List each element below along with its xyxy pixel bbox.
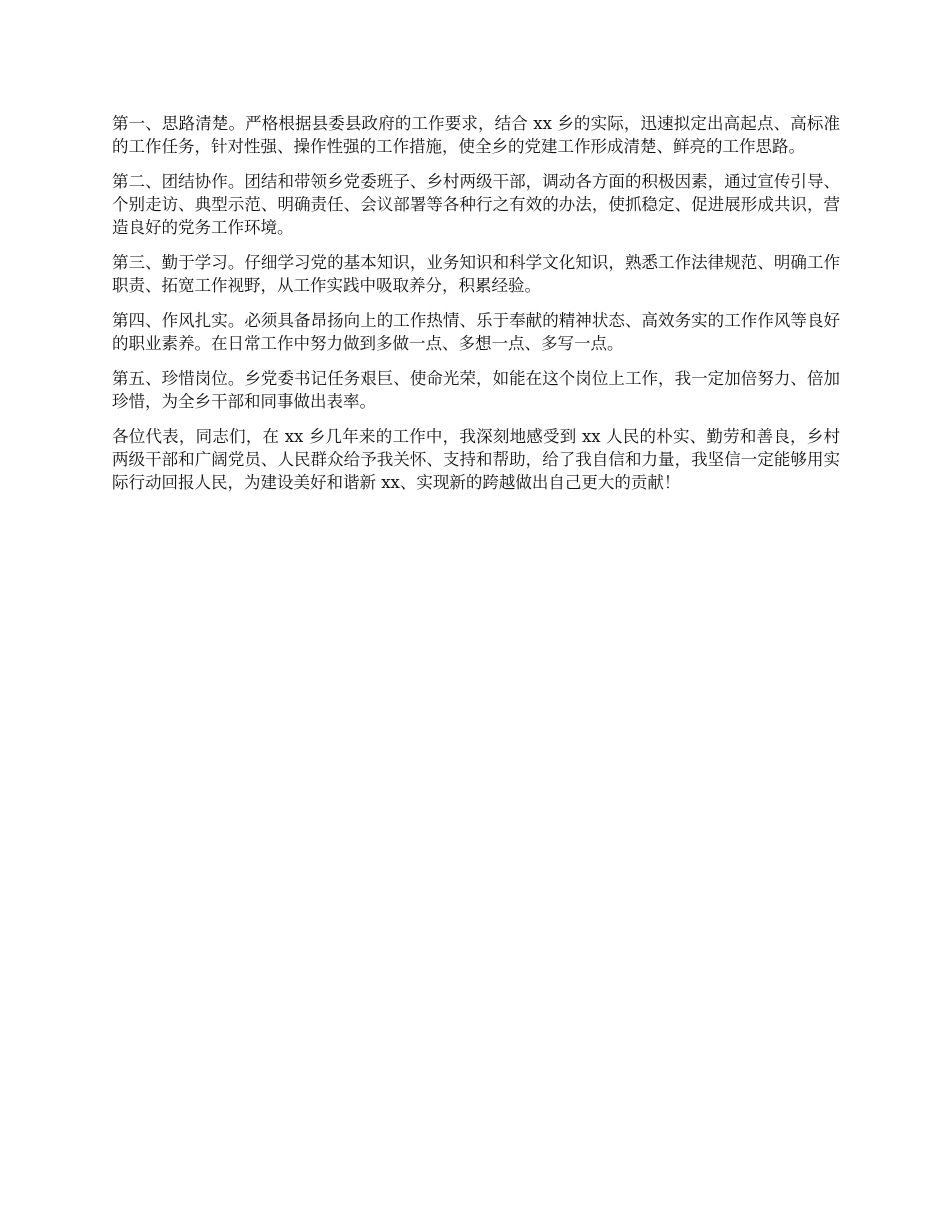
paragraph-5: 第五、珍惜岗位。乡党委书记任务艰巨、使命光荣，如能在这个岗位上工作，我一定加倍努力、倍加珍惜，为全乡干部和同事做出表率。	[112, 369, 840, 411]
paragraph-2: 第二、团结协作。团结和带领乡党委班子、乡村两级干部，调动各方面的积极因素，通过宣传引导、个别走访、典型示范、明确责任、会议部署等各种行之有效的办法，使抓稳定、促进展形成共识，营造良好的党务工作环境。	[112, 172, 840, 237]
paragraph-4: 第四、作风扎实。必须具备昂扬向上的工作热情、乐于奉献的精神状态、高效务实的工作作风等良好的职业素养。在日常工作中努力做到多做一点、多想一点、多写一点。	[112, 311, 840, 353]
paragraph-6: 各位代表，同志们，在 xx 乡几年来的工作中，我深刻地感受到 xx 人民的朴实、勤劳和善良，乡村两级干部和广阔党员、人民群众给予我关怀、支持和帮助，给了我自信和力量，我坚信一定能够用实际行动回报人民，为建设美好和谐新 xx、实现新的跨越做出自己更大的贡献！	[112, 427, 840, 492]
paragraph-1: 第一、思路清楚。严格根据县委县政府的工作要求，结合 xx 乡的实际，迅速拟定出高起点、高标准的工作任务，针对性强、操作性强的工作措施，使全乡的党建工作形成清楚、鲜亮的工作思路。	[112, 114, 840, 156]
paragraph-3: 第三、勤于学习。仔细学习党的基本知识，业务知识和科学文化知识，熟悉工作法律规范、明确工作职责、拓宽工作视野，从工作实践中吸取养分，积累经验。	[112, 253, 840, 295]
document-page	[112, 112, 840, 506]
